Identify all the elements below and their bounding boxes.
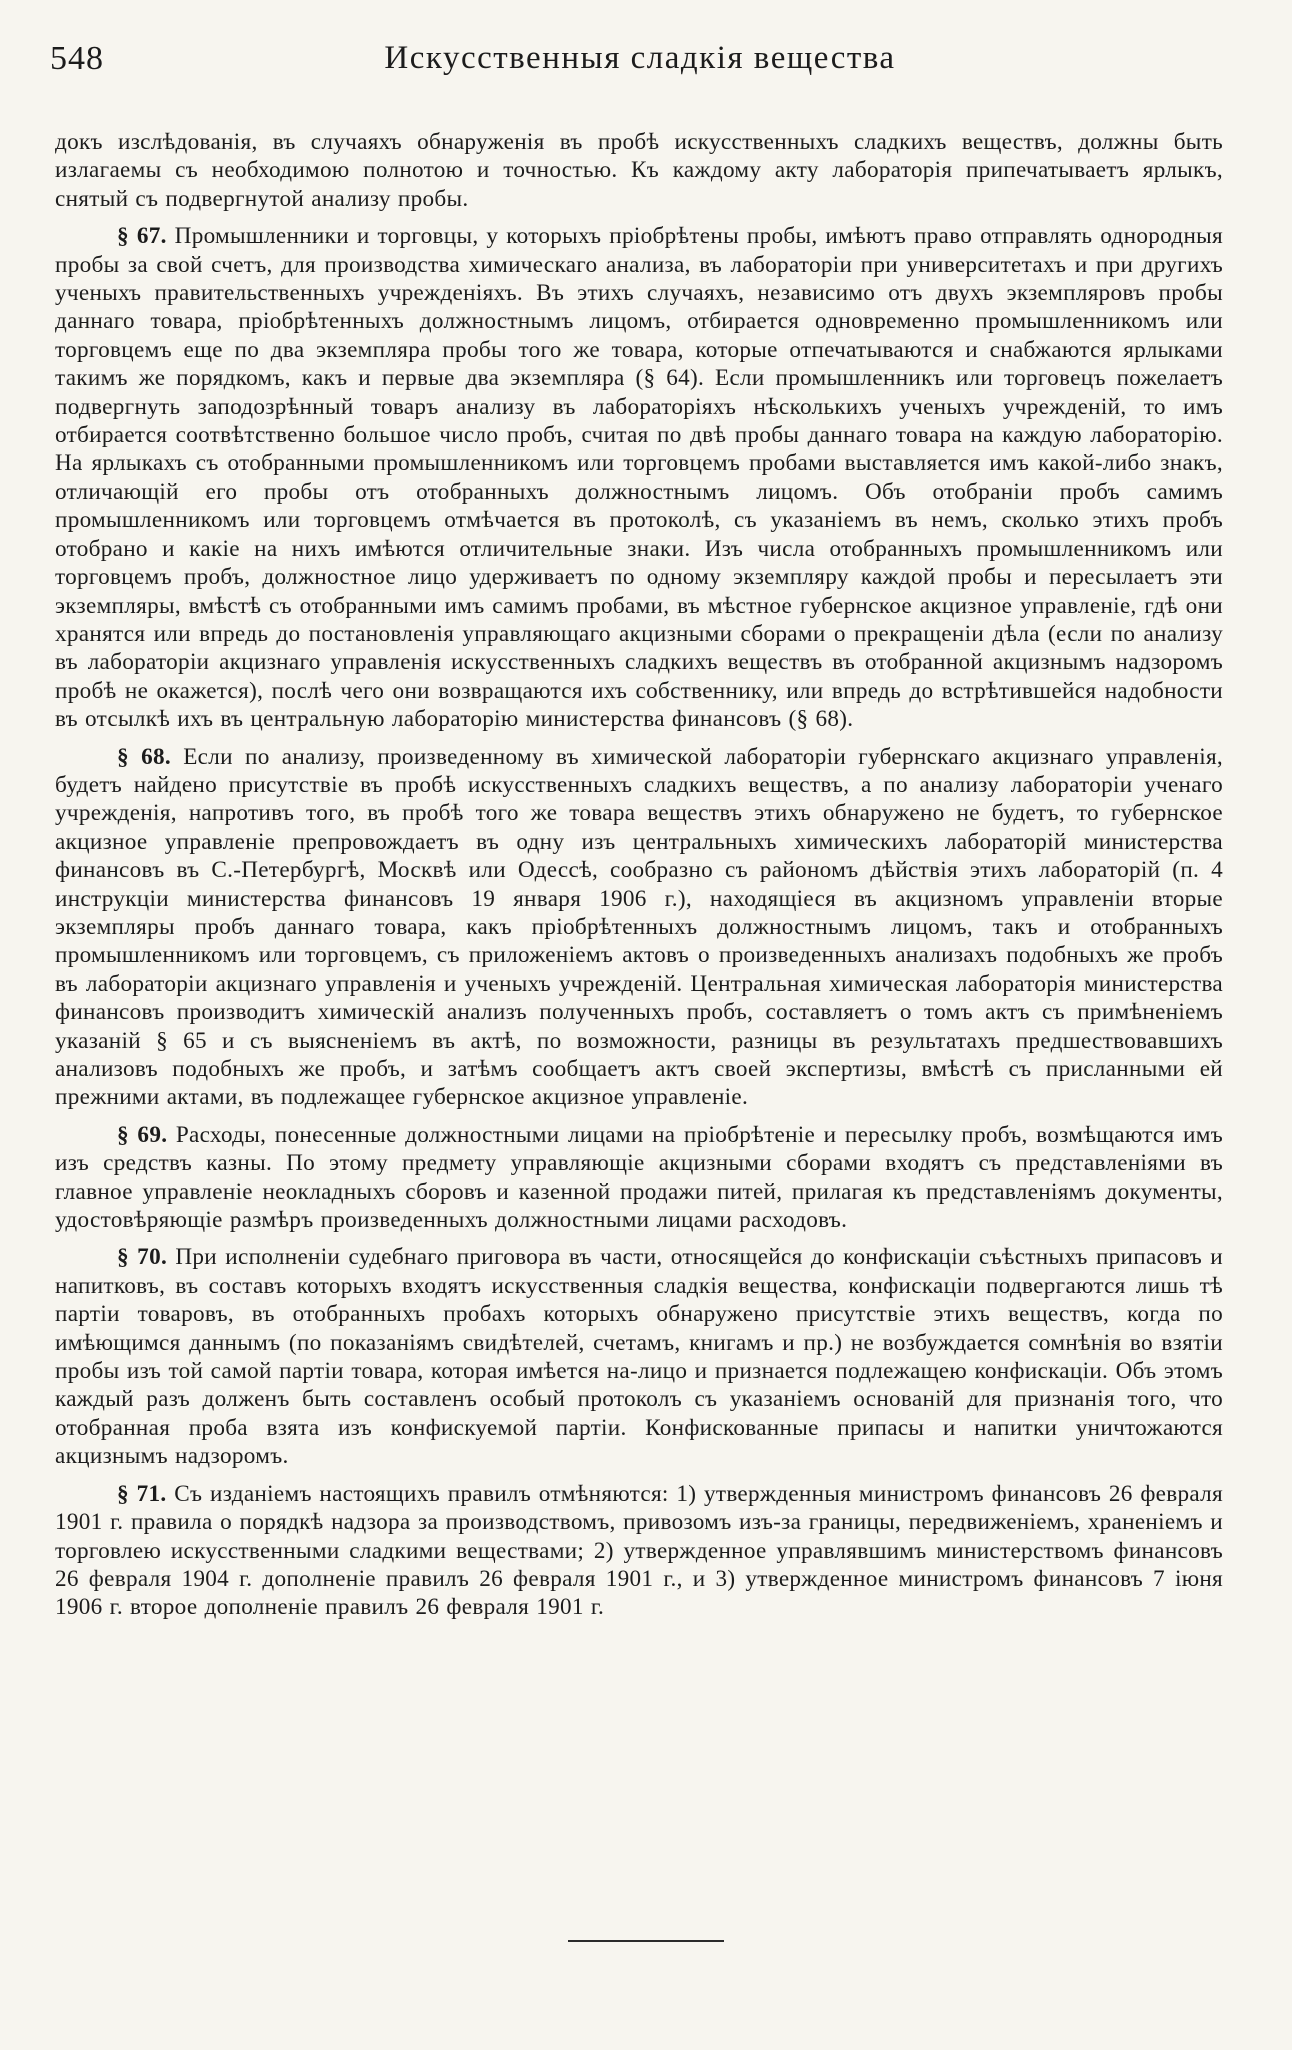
paragraph-continuation: [55, 128, 1223, 213]
paragraph-text: Промышленники и торговцы, у которыхъ пріобрѣтены пробы, имѣютъ право отправлять однородныя пробы за свой счетъ, для производства химическаго анализа, въ лабораторіи при университетахъ и при другихъ ученыхъ правительственныхъ учрежденіяхъ. Въ этихъ случаяхъ, независимо отъ двухъ экземпляровъ пробы даннаго товара, пріобрѣтенныхъ должностнымъ лицомъ, отбирается одновременно промышленникомъ или торговцемъ еще по два экземпляра пробы того же товара, которые отпечатываются и снабжаются ярлыками такимъ же порядкомъ, какъ и первые два экземпляра (§ 64). Если промышленникъ или торговецъ пожелаетъ подвергнуть заподозрѣнный товаръ анализу въ лабораторіяхъ нѣсколькихъ ученыхъ учрежденій, то имъ отбирается соотвѣтственно большое число пробъ, считая по двѣ пробы даннаго товара на каждую лабораторію. На ярлыкахъ съ отобранными промышленникомъ или торговцемъ пробами выставляется имъ какой-либо знакъ, отличающій его пробы отъ отобранныхъ должностнымъ лицомъ. Объ отобраніи пробъ самимъ промышленникомъ или торговцемъ отмѣчается въ протоколѣ, съ указаніемъ въ немъ, сколько этихъ пробъ отобрано и какіе на нихъ имѣются отличительные знаки. Изъ числа отобранныхъ промышленникомъ или торговцемъ пробъ, должностное лицо удерживаетъ по одному экземпляру каждой пробы и пересылаетъ эти экземпляры, вмѣстѣ съ отобранными имъ самимъ пробами, въ мѣстное губернское акцизное управленіе, гдѣ они хранятся или впредь до постановленія управляющаго акцизными сборами о прекращеніи дѣла (если по анализу въ лабораторіи акцизнаго управленія искусственныхъ сладкихъ веществъ въ отобранной акцизнымъ надзоромъ пробѣ не окажется), послѣ чего они возвращаются ихъ собственнику, или впредь до встрѣтившейся надобности въ отсылкѣ ихъ въ центральную лабораторію министерства финансовъ (§ 68).: [55, 223, 1223, 733]
paragraph-text: Расходы, понесенные должностными лицами на пріобрѣтеніе и пересылку пробъ, возмѣщаются имъ изъ средствъ казны. По этому предмету управляющіе акцизными сборами входятъ съ представленіями въ главное управленіе неокладныхъ сборовъ и казенной продажи питей, прилагая къ представленіямъ документы, удостовѣряющіе размѣръ произведенныхъ должностными лицами расходовъ.: [55, 1121, 1223, 1234]
paragraph-text: докъ изслѣдованія, въ случаяхъ обнаруженія въ пробѣ искусственныхъ сладкихъ веществъ, должны быть излагаемы съ необходимою полнотою и точностью. Къ каждому акту лабораторія припечатываетъ ярлыкъ, снятый съ подвергнутой анализу пробы.: [55, 129, 1223, 212]
paragraph-section-70: [55, 1243, 1223, 1470]
section-number: § 67.: [117, 223, 167, 250]
page-number: 548: [50, 40, 104, 77]
paragraph-section-67: [55, 222, 1223, 733]
paragraph-text: Съ изданіемъ настоящихъ правилъ отмѣняются: 1) утвержденныя министромъ финансовъ 26 февраля 1901 г. правила о порядкѣ надзора за производствомъ, привозомъ изъ-за границы, передвиженіемъ, храненіемъ и торговлею искусственными сладкими веществами; 2) утвержденное управлявшимъ министерствомъ финансовъ 26 февраля 1904 г. дополненіе правилъ 26 февраля 1901 г., и 3) утвержденное министромъ финансовъ 7 іюня 1906 г. второе дополненіе правилъ 26 февраля 1901 г.: [55, 1480, 1224, 1621]
paragraph-section-69: [55, 1121, 1223, 1235]
section-number: § 71.: [117, 1480, 167, 1507]
running-title: Искусственныя сладкія вещества: [384, 40, 896, 76]
paragraph-text: При исполненіи судебнаго приговора въ части, относящейся до конфискаціи съѣстныхъ припасовъ и напитковъ, въ составъ которыхъ входятъ искусственныя сладкія вещества, конфискаціи подвергаются лишь тѣ партіи товаровъ, въ отобранныхъ пробахъ которыхъ обнаружено присутствіе этихъ веществъ, когда по имѣющимся даннымъ (по показаніямъ свидѣтелей, счетамъ, книгамъ и пр.) не возбуждается сомнѣнія во взятіи пробы изъ той самой партіи товара, которая имѣется на-лицо и признается подлежащею конфискаціи. Объ этомъ каждый разъ долженъ быть составленъ особый протоколъ съ указаніемъ основаній для признанія того, что отобранная проба взята изъ конфискуемой партіи. Конфискованные припасы и напитки уничтожаются акцизнымъ надзоромъ.: [55, 1244, 1223, 1470]
page-header: [50, 40, 1230, 90]
end-rule-divider: [568, 1940, 724, 1942]
body-text: [55, 128, 1223, 1631]
section-number: § 70.: [117, 1244, 168, 1271]
section-number: § 69.: [117, 1121, 168, 1148]
paragraph-text: Если по анализу, произведенному въ химической лабораторіи губернскаго акцизнаго управленія, будетъ найдено присутствіе въ пробѣ искусственныхъ сладкихъ веществъ, а по анализу лабораторіи ученаго учрежденія, напротивъ того, въ пробѣ того же товара веществъ этихъ обнаружено не будетъ, то губернское акцизное управленіе препровождаетъ въ одну изъ центральныхъ химическихъ лабораторій министерства финансовъ въ С.-Петербургѣ, Москвѣ или Одессѣ, сообразно съ райономъ дѣйствія этихъ лабораторій (п. 4 инструкціи министерства финансовъ 19 января 1906 г.), находящіеся въ акцизномъ управленіи вторые экземпляры пробъ даннаго товара, какъ пріобрѣтенныхъ должностнымъ лицомъ, такъ и отобранныхъ промышленникомъ или торговцемъ, съ приложеніемъ актовъ о произведенныхъ анализахъ подобныхъ же пробъ въ лабораторіи акцизнаго управленія и ученыхъ учрежденій. Центральная химическая лабораторія министерства финансовъ производитъ химическій анализъ полученныхъ пробъ, составляетъ о томъ актъ съ примѣненіемъ указаній § 65 и съ выясненіемъ въ актѣ, по возможности, разницы въ результатахъ предшествовавшихъ анализовъ подобныхъ же пробъ, и затѣмъ сообщаетъ актъ своей экспертизы, вмѣстѣ съ присланными ей прежними актами, въ подлежащее губернское акцизное управленіе.: [55, 743, 1224, 1111]
paragraph-section-71: [55, 1480, 1223, 1622]
paragraph-section-68: [55, 743, 1223, 1112]
section-number: § 68.: [117, 743, 171, 770]
